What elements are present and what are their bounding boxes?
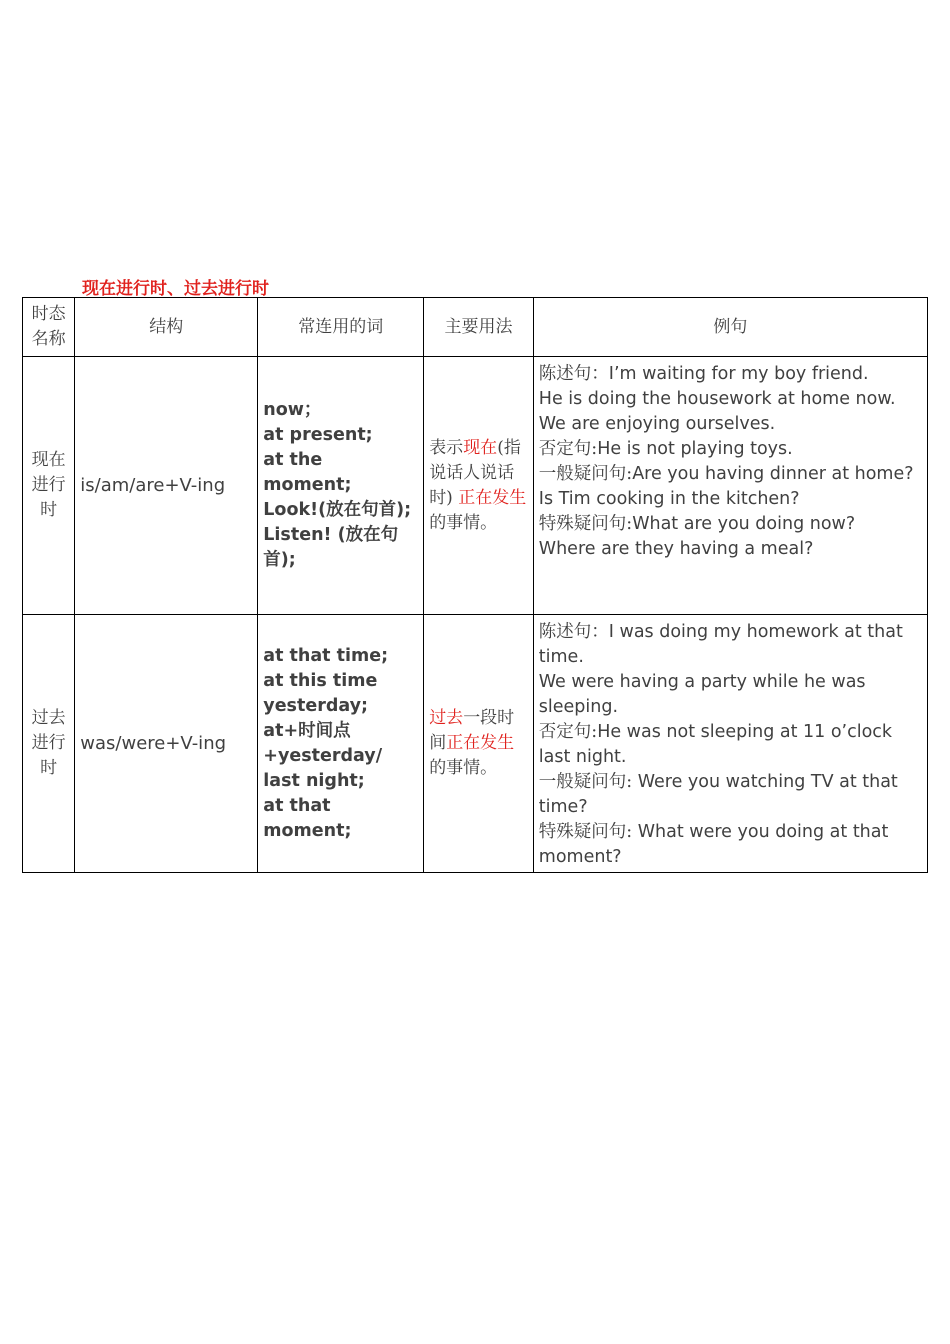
structure-text: is/am/are+V-ing [80, 475, 226, 496]
tense-name-cell [23, 357, 75, 615]
example-sentence: Where are they having a meal? [538, 539, 814, 559]
example-sentence: We are enjoying ourselves. [538, 414, 776, 434]
words-cell [258, 357, 424, 615]
example-sentence: 一般疑问句:Are you having dinner at home? [538, 464, 914, 484]
examples-cell [533, 615, 927, 873]
word-item: at that time; [263, 645, 389, 666]
usage-segment: 的事情。 [429, 758, 498, 778]
table-row-present-progressive [23, 357, 928, 615]
table-header-row [23, 298, 928, 357]
example-sentence: 特殊疑问句:What are you doing now? [538, 514, 856, 534]
usage-segment: (指说话人说话时) [429, 437, 521, 508]
word-item: now； [263, 400, 322, 420]
structure-text: was/were+V-ing [80, 733, 227, 754]
header-structure: 结构 [75, 298, 258, 357]
usage-cell [424, 615, 534, 873]
usage-cell [424, 357, 534, 615]
example-sentence: 否定句:He is not playing toys. [538, 439, 793, 459]
example-sentence: 陈述句：I was doing my homework at that time. [538, 622, 903, 667]
tense-table [22, 297, 928, 873]
document-title: 现在进行时、过去进行时 [82, 279, 269, 299]
usage-highlight: 现在 [463, 437, 498, 458]
usage-segment: 的事情。 [429, 512, 498, 533]
example-sentence: 一般疑问句: Were you watching TV at that time? [538, 772, 898, 817]
example-sentence: 特殊疑问句: What were you doing at that moment? [538, 822, 889, 867]
usage-segment: 一段时间 [429, 708, 515, 753]
word-item: Listen! (放在句首); [263, 525, 399, 570]
word-item: at the moment; [263, 450, 352, 495]
example-sentence: Is Tim cooking in the kitchen? [538, 489, 800, 509]
header-examples: 例句 [533, 298, 927, 357]
usage-highlight: 正在发生 [458, 487, 527, 508]
example-sentence: 陈述句：I’m waiting for my boy friend. [538, 364, 869, 384]
examples-cell [533, 357, 927, 615]
usage-highlight: 过去 [429, 708, 464, 728]
word-item: at+时间点 +yesterday/ last night; [263, 720, 383, 791]
example-sentence: He is doing the housework at home now. [538, 389, 896, 409]
usage-segment: 表示 [429, 437, 464, 458]
tense-name: 过去进行时 [31, 708, 66, 778]
usage-highlight: 正在发生 [446, 733, 515, 753]
word-item: Look!(放在句首); [263, 500, 412, 520]
table-row-past-progressive [23, 615, 928, 873]
word-item: at present; [263, 425, 373, 445]
header-name: 时态名称 [23, 298, 75, 357]
word-item: at that moment; [263, 795, 352, 841]
tense-name-cell [23, 615, 75, 873]
tense-name: 现在进行时 [31, 450, 66, 520]
example-sentence: We were having a party while he was sleeping. [538, 672, 866, 717]
word-item: at this time yesterday; [263, 670, 378, 716]
structure-cell [75, 357, 258, 615]
structure-cell [75, 615, 258, 873]
header-words: 常连用的词 [258, 298, 424, 357]
words-cell [258, 615, 424, 873]
header-usage: 主要用法 [424, 298, 534, 357]
example-sentence: 否定句:He was not sleeping at 11 o’clock last night. [538, 722, 893, 767]
